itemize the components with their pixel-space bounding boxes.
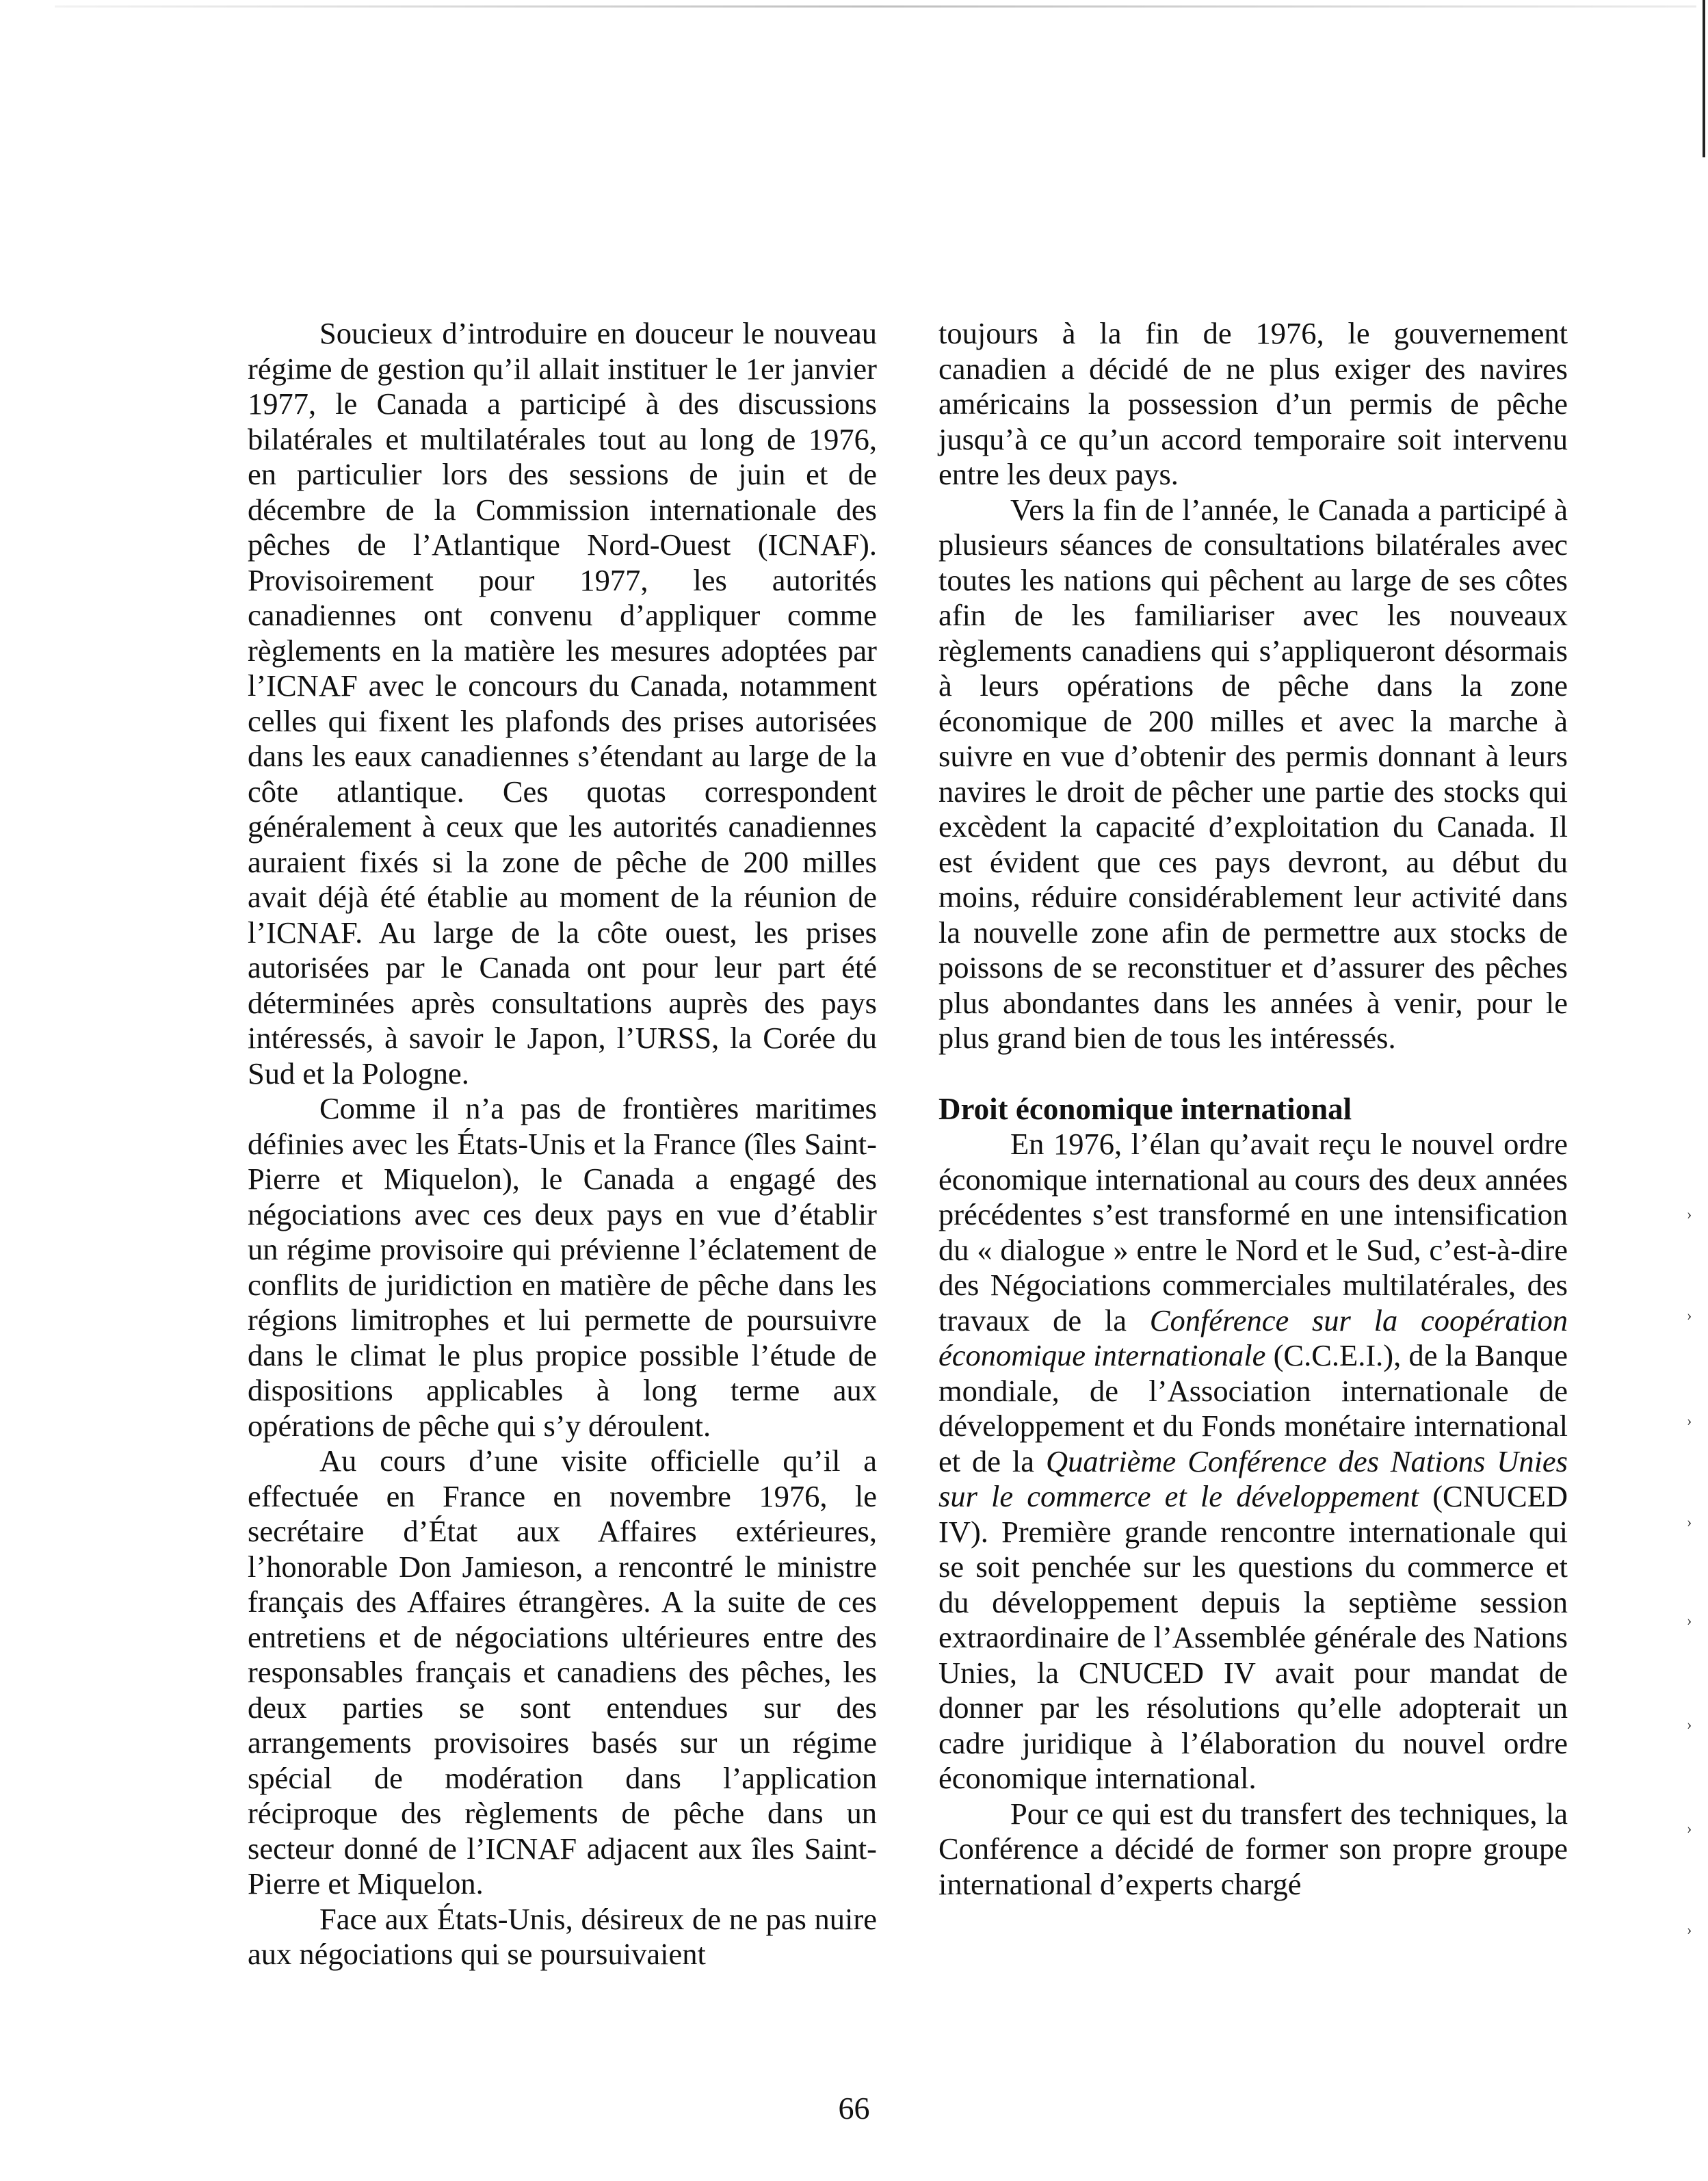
margin-mark: › [1687,1921,1692,1938]
left-paragraph-4: Face aux États-Unis, désireux de ne pas nuire aux négociations qui se poursuivaient [248,1901,877,1971]
left-paragraph-3: Au cours d’une visite officielle qu’il a effectuée en France en novembre 1976, le secrétaire d’État aux Affaires extérieures, l’honorable Don Jamieson, a rencontré le ministre français des Affaires étrangères. A la suite de ces entretiens et de négociations ultérieures entre des responsables français et canadiens des pêches, les deux parties se sont entendues sur des arrangements provisoires basés sur un régime spécial de modération dans l’application réciproque des règlements de pêche dans un secteur donné de l’ICNAF adjacent aux îles Saint-Pierre et Miquelon. [248,1444,877,1901]
right-column [938,316,1568,1902]
left-column [248,316,877,1972]
margin-mark: › [1687,1205,1692,1223]
margin-mark: › [1687,1412,1692,1429]
margin-mark: › [1687,1612,1692,1629]
page-number: 66 [838,2091,870,2126]
text-run: (CNUCED IV). Première grande rencontre internationale qui se soit penchée sur les questions du commerce et du développement depuis la septième session extraordinaire de l’Assemblée générale des Nations Unies, la CNUCED IV avait pour mandat de donner par les résolutions qu’elle adopterait un cadre juridique à l’élaboration du nouvel ordre économique international. [938,1479,1568,1795]
conference-title-ccei: Conférence sur la coopération économique internationale [938,1303,1568,1372]
right-paragraph-3 [938,1127,1568,1797]
right-paragraph-2: Vers la fin de l’année, le Canada a participé à plusieurs séances de consultations bilatérales avec toutes les nations qui pêchent au large de ses côtes afin de les familiariser avec les nouveaux règlements canadiens qui s’appliqueront désormais à leurs opérations de pêche dans la zone économique de 200 milles et avec la marche à suivre en vue d’obtenir des permis donnant à leurs navires le droit de pêcher une partie des stocks qui excèdent la capacité d’exploitation du Canada. Il est évident que ces pays devront, au début du moins, réduire considérablement leur activité dans la nouvelle zone afin de permettre aux stocks de poissons de se reconstituer et d’assurer des pêches plus abondantes dans les années à venir, pour le plus grand bien de tous les intéressés. [938,492,1568,1055]
left-paragraph-2: Comme il n’a pas de frontières maritimes définies avec les États-Unis et la France (îles Saint-Pierre et Miquelon), le Canada a engagé des négociations avec ces deux pays en vue d’établir un régime provisoire qui prévienne l’éclatement de conflits de juridiction en matière de pêche dans les régions limitrophes et lui permette de poursuivre dans le climat le plus propice possible l’étude de dispositions applicables à long terme aux opérations de pêche qui s’y déroulent. [248,1091,877,1443]
right-paragraph-1: toujours à la fin de 1976, le gouvernement canadien a décidé de ne plus exiger des navires américains la possession d’un permis de pêche jusqu’à ce qu’un accord temporaire soit intervenu entre les deux pays. [938,316,1568,491]
margin-mark: › [1687,1820,1692,1837]
right-paragraph-4: Pour ce qui est du transfert des techniques, la Conférence a décidé de former son propre groupe international d’experts chargé [938,1796,1568,1901]
section-heading: Droit économique international [938,1091,1352,1126]
left-paragraph-1: Soucieux d’introduire en douceur le nouveau régime de gestion qu’il allait instituer le 1er janvier 1977, le Canada a participé à des discussions bilatérales et multilatérales tout au long de 1976, en particulier lors des sessions de juin et de décembre de la Commission internationale des pêches de l’Atlantique Nord-Ouest (ICNAF). Provisoirement pour 1977, les autorités canadiennes ont convenu d’appliquer comme règlements en la matière les mesures adoptées par l’ICNAF avec le concours du Canada, notamment celles qui fixent les plafonds des prises autorisées dans les eaux canadiennes s’étendant au large de la côte atlantique. Ces quotas correspondent généralement à ceux que les autorités canadiennes auraient fixés si la zone de pêche de 200 milles avait déjà été établie au moment de la réunion de l’ICNAF. Au large de la côte ouest, les prises autorisées par le Canada ont pour leur part été déterminées après consultations auprès des pays intéressés, à savoir le Japon, l’URSS, la Corée du Sud et la Pologne. [248,316,877,1090]
scan-binding-edge [1703,0,1705,157]
scan-edge-line [55,5,1696,8]
conference-title-cnuced: Quatrième Conférence des Nations Unies sur le commerce et le développement [938,1444,1568,1513]
text-run: En 1976, l’élan qu’avait reçu le nouvel ordre économique international au cours des deux années précédentes s’est transformé en une intensification du « dialogue » entre le Nord et le Sud, c’est-à-dire des Négociations commerciales multilatérales, des travaux de la [938,1127,1568,1337]
margin-mark: › [1687,1307,1692,1324]
margin-mark: › [1687,1716,1692,1733]
margin-mark: › [1687,1513,1692,1530]
text-run: (C.C.E.I.), de la Banque mondiale, de l’Association internationale de développement et du Fonds monétaire international et de la [938,1338,1568,1478]
